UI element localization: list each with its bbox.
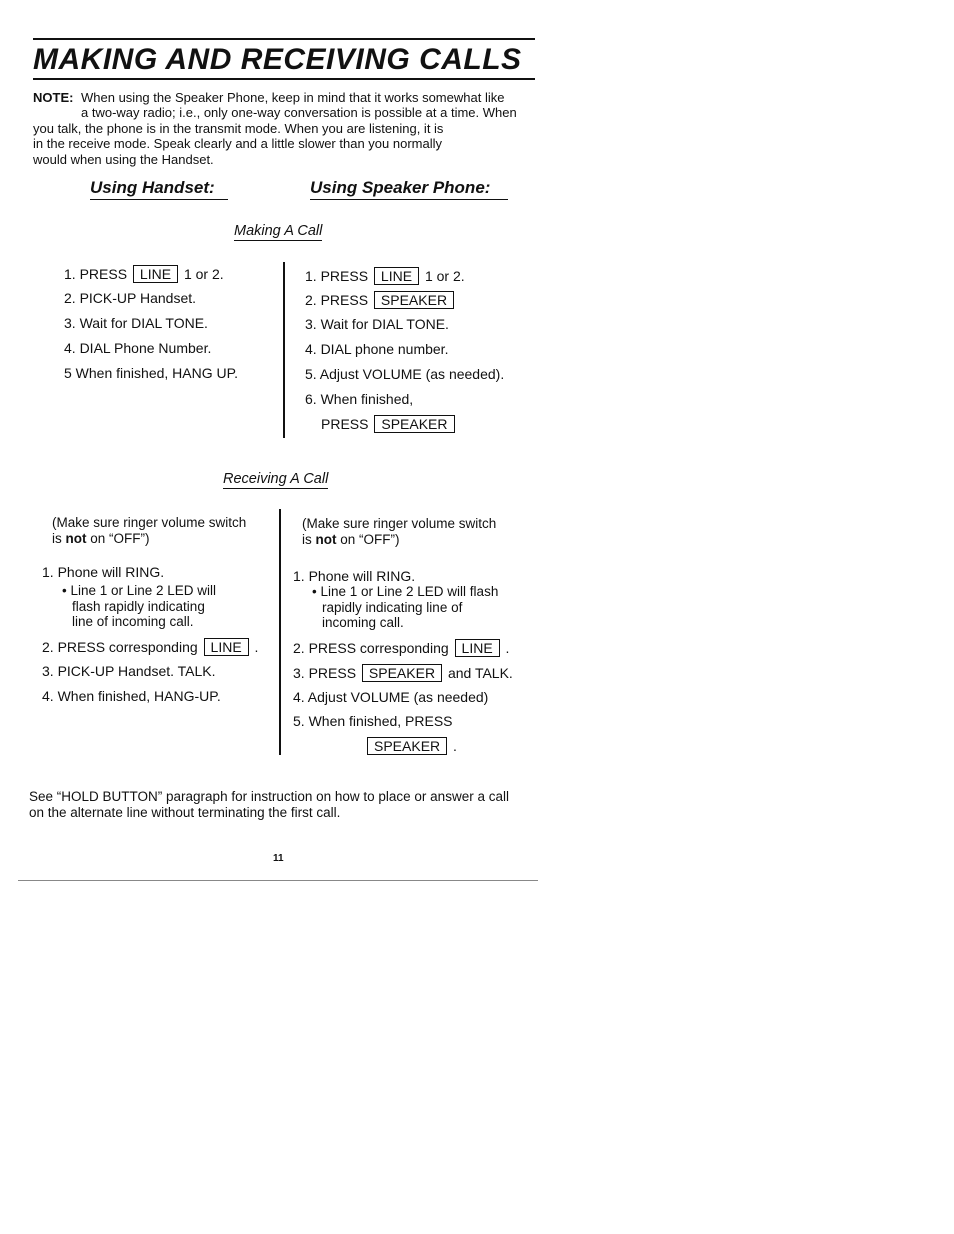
intro-line xyxy=(52,531,246,547)
note-line-4: in the receive mode. Speak clearly and a little slower than you normally xyxy=(33,136,442,152)
speaker-key: SPEAKER xyxy=(362,664,442,682)
step-text: . xyxy=(453,738,457,754)
making-handset-step-1 xyxy=(64,265,224,283)
step-text: . xyxy=(254,639,259,655)
note-line-2: a two-way radio; i.e., only one-way conversation is possible at a time. When xyxy=(81,105,517,121)
page-number: 11 xyxy=(273,853,284,864)
making-handset-step-2: 2. PICK-UP Handset. xyxy=(64,290,197,306)
step-text: 2. PRESS corresponding xyxy=(293,640,449,656)
making-speaker-step-6: 6. When finished, xyxy=(305,391,414,407)
making-speaker-step-2 xyxy=(305,291,456,309)
footer-line: See “HOLD BUTTON” paragraph for instruction on how to place or answer a call xyxy=(29,789,509,804)
bullet-line: • Line 1 or Line 2 LED will flash xyxy=(312,584,499,599)
receiving-speaker-step-5b xyxy=(365,737,457,755)
making-speaker-step-4: 4. DIAL phone number. xyxy=(305,341,449,357)
note-line-1: When using the Speaker Phone, keep in mind that it works somewhat like xyxy=(81,90,505,105)
step-text: 1. PRESS xyxy=(64,266,128,282)
column-divider-making xyxy=(283,262,285,438)
receiving-handset-step-4: 4. When finished, HANG-UP. xyxy=(42,688,221,704)
receiving-handset-step-2 xyxy=(42,638,258,656)
making-handset-step-3: 3. Wait for DIAL TONE. xyxy=(64,315,208,331)
making-speaker-step-6b xyxy=(321,415,457,433)
intro-line xyxy=(302,532,496,548)
intro-line: (Make sure ringer volume switch xyxy=(52,515,247,530)
footer-line: on the alternate line without terminating the first call. xyxy=(29,804,341,820)
receiving-speaker-step-5: 5. When finished, PRESS xyxy=(293,713,453,729)
making-handset-step-5: 5 When finished, HANG UP. xyxy=(64,365,239,381)
receiving-speaker-step-1-bullet xyxy=(312,584,498,631)
receiving-speaker-intro xyxy=(302,516,496,547)
receiving-handset-step-3: 3. PICK-UP Handset. TALK. xyxy=(42,663,216,679)
note-block xyxy=(33,90,538,167)
intro-text: on “OFF”) xyxy=(90,530,150,546)
line-key: LINE xyxy=(204,638,249,656)
receiving-speaker-step-4: 4. Adjust VOLUME (as needed) xyxy=(293,689,489,705)
bullet-line: line of incoming call. xyxy=(72,614,194,629)
making-speaker-step-3: 3. Wait for DIAL TONE. xyxy=(305,316,449,332)
speaker-key: SPEAKER xyxy=(374,415,454,433)
speaker-key: SPEAKER xyxy=(367,737,447,755)
receiving-handset-intro xyxy=(52,515,246,546)
page-title: MAKING AND RECEIVING CALLS xyxy=(33,38,535,80)
step-text: and TALK. xyxy=(447,665,513,681)
making-speaker-step-1 xyxy=(305,267,465,285)
step-text: 3. PRESS xyxy=(293,665,357,681)
making-call-heading: Making A Call xyxy=(234,223,323,239)
making-handset-step-4: 4. DIAL Phone Number. xyxy=(64,340,212,356)
receiving-speaker-step-3 xyxy=(293,664,513,682)
speaker-header: Using Speaker Phone: xyxy=(310,178,508,200)
making-speaker-step-5: 5. Adjust VOLUME (as needed). xyxy=(305,366,505,382)
receiving-handset-step-1: 1. Phone will RING. xyxy=(42,564,165,580)
step-text: 1 or 2. xyxy=(183,266,224,282)
receiving-speaker-step-1: 1. Phone will RING. xyxy=(293,568,416,584)
receiving-handset-step-1-bullet xyxy=(62,583,216,630)
handset-header: Using Handset: xyxy=(90,178,228,200)
receiving-speaker-step-2 xyxy=(293,639,509,657)
intro-emphasis: not xyxy=(315,531,337,547)
line-key: LINE xyxy=(455,639,500,657)
hold-button-note xyxy=(29,789,509,820)
step-text: 2. PRESS xyxy=(305,292,369,308)
intro-text: is xyxy=(302,531,312,547)
bullet-line: rapidly indicating line of xyxy=(322,599,463,615)
column-divider-receiving xyxy=(279,509,281,755)
speaker-key: SPEAKER xyxy=(374,291,454,309)
step-text: . xyxy=(505,640,510,656)
step-text: 1 or 2. xyxy=(424,268,465,284)
step-text: 2. PRESS corresponding xyxy=(42,639,198,655)
note-line-3: you talk, the phone is in the transmit mode. When you are listening, it is xyxy=(33,120,444,136)
note-line-5: would when using the Handset. xyxy=(33,151,214,167)
intro-line: (Make sure ringer volume switch xyxy=(302,516,497,531)
bullet-line: • Line 1 or Line 2 LED will xyxy=(62,583,217,598)
bullet-line: flash rapidly indicating xyxy=(72,598,205,614)
bottom-rule xyxy=(18,880,538,881)
step-text: PRESS xyxy=(321,416,369,432)
intro-text: on “OFF”) xyxy=(340,531,400,547)
line-key: LINE xyxy=(374,267,419,285)
intro-text: is xyxy=(52,530,62,546)
note-label: NOTE: xyxy=(33,90,74,105)
step-text: 1. PRESS xyxy=(305,268,369,284)
receiving-call-heading: Receiving A Call xyxy=(223,471,329,487)
bullet-line: incoming call. xyxy=(322,615,404,630)
intro-emphasis: not xyxy=(65,530,87,546)
line-key: LINE xyxy=(133,265,178,283)
